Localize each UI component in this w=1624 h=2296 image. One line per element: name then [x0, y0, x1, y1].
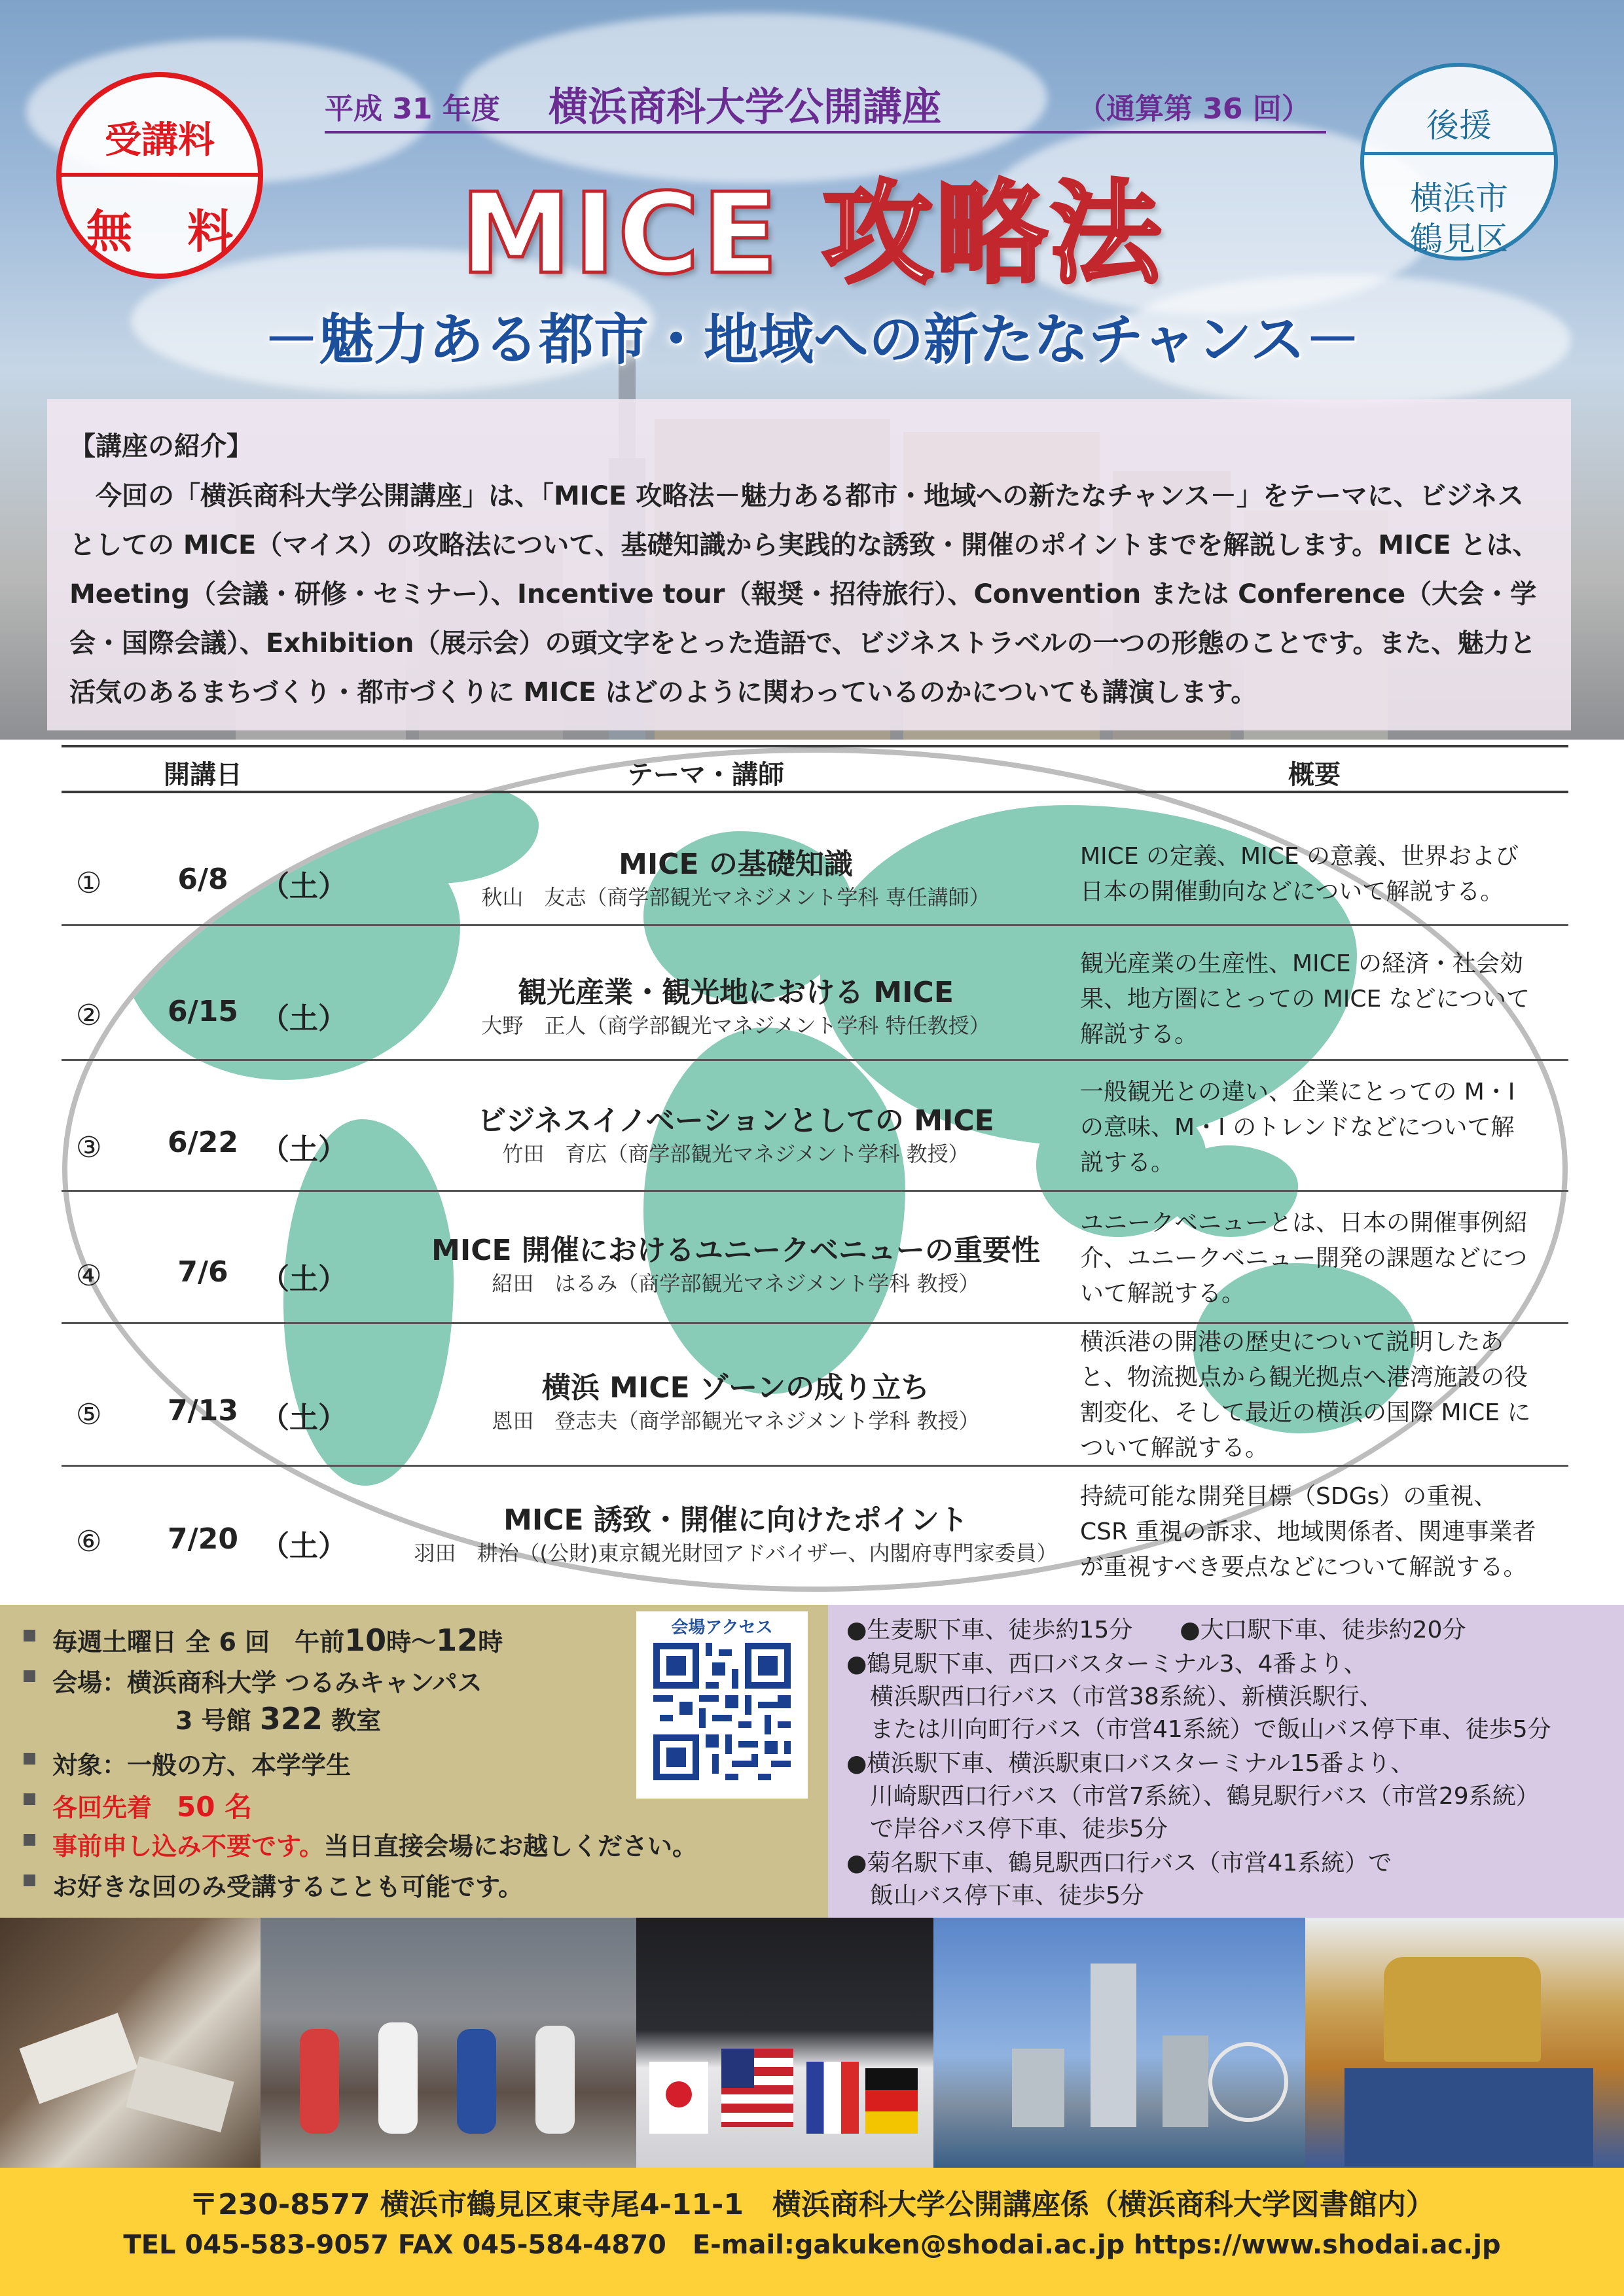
photo-yokohama — [933, 1918, 1305, 2168]
access-line: または川向町行バス（市営41系統）で飯山バス停下車、徒歩5分 — [846, 1716, 1551, 1743]
series-year: 平成 31 年度 — [325, 92, 500, 126]
info-registration: 事前申し込み不要です。当日直接会場にお越しください。 — [52, 1826, 697, 1862]
photo-strip — [0, 1918, 1624, 2168]
header-summary: 概要 — [1288, 760, 1341, 790]
session-number: ④ — [76, 1259, 102, 1293]
info-room: 3 号館 322 教室 — [175, 1701, 382, 1736]
stamp-top-text: 受講料 — [105, 119, 215, 162]
session-number: ② — [76, 999, 102, 1032]
session-topic: 横浜 MICE ゾーンの成り立ち — [541, 1371, 930, 1405]
intro-heading: 【講座の紹介】 — [69, 431, 253, 461]
session-weekday: （土） — [261, 1133, 347, 1166]
session-lecturer: 竹田 育広（商学部観光マネジメント学科 教授） — [502, 1141, 969, 1166]
access-line: 飯山バス停下車、徒歩5分 — [846, 1882, 1144, 1909]
footer-contact: TEL 045-583-9057 FAX 045-584-4870 E-mail:gakuken@shodai.ac.jp https://www.shodai.ac.jp — [123, 2230, 1501, 2260]
header-theme: テーマ・講師 — [627, 760, 784, 790]
series-count: （通算第 36 回） — [1077, 92, 1310, 126]
access-line: 川崎駅西口行バス（市営7系統）、鶴見駅行バス（市営29系統） — [846, 1783, 1540, 1810]
photo-festival — [1305, 1918, 1624, 2168]
session-topic: MICE 誘致・開催に向けたポイント — [503, 1503, 968, 1537]
session-lecturer: 恩田 登志夫（商学部観光マネジメント学科 教授） — [492, 1408, 980, 1433]
info-optional: お好きな回のみ受講することも可能です。 — [52, 1867, 523, 1903]
venue-access-qr[interactable] — [636, 1611, 808, 1799]
access-line: ●横浜駅下車、横浜駅東口バスターミナル15番より、 — [846, 1750, 1415, 1777]
footer-address: 〒230-8577 横浜市鶴見区東寺尾4-11-1 横浜商科大学公開講座係（横浜商科大学図書館内） — [189, 2188, 1435, 2221]
series-name: 横浜商科大学公開講座 — [549, 84, 941, 130]
session-weekday: （土） — [261, 1401, 347, 1435]
session-date: 6/22 — [168, 1126, 238, 1159]
photo-seminar — [0, 1918, 261, 2168]
session-description: 持続可能な開発目標（SDGs）の重視、 CSR 重視の訴求、地域関係者、関連事業者 が重視すべき要点などについて解説する。 — [1080, 1483, 1536, 1581]
session-number: ① — [76, 867, 102, 900]
session-description: MICE の定義、MICE の意義、世界および 日本の開催動向などについて解説する。 — [1080, 843, 1519, 905]
intro-body: 今回の「横浜商科大学公開講座」は、「MICE 攻略法－魅力ある都市・地域への新たなチャンス－」をテーマに、ビジネスとしての MICE（マイス）の攻略法について、基礎知識から実践的な誘致・開催のポイントまでを解説します。MICE とは、Meeting（会議・研修・セミナー）、Incentive tour（報奨・招待旅行）、Convention または Conference（大会・学会・国際会議）、Exhibition（展示会）の頭文字をとった造語で、ビジネストラベルの一つの形態のことです。また、魅力と活気のあるまちづくり・都市づくりに MICE はどのように関わっているのかについても講演します。 — [69, 481, 1539, 708]
photo-marathon — [261, 1918, 636, 2168]
session-weekday: （土） — [261, 1002, 347, 1035]
support-org-2: 鶴見区 — [1410, 220, 1508, 258]
session-topic: MICE 開催におけるユニークベニューの重要性 — [431, 1234, 1040, 1267]
access-line: ●生麦駅下車、徒歩約15分 ●大口駅下車、徒歩約20分 — [846, 1617, 1466, 1643]
session-weekday: （土） — [261, 1530, 347, 1563]
session-description: 一般観光との違い、企業にとっての M・I の意味、M・I のトレンドなどについて解 説する。 — [1080, 1079, 1515, 1176]
support-label: 後援 — [1426, 107, 1492, 145]
photo-flags — [636, 1918, 933, 2168]
info-capacity: 各回先着 50 名 — [52, 1785, 252, 1825]
session-date: 7/6 — [177, 1255, 228, 1289]
session-date: 6/8 — [177, 863, 228, 896]
info-target: 対象：一般の方、本学学生 — [52, 1745, 351, 1781]
support-org-1: 横浜市 — [1410, 179, 1508, 217]
session-weekday: （土） — [261, 870, 347, 903]
qr-label: 会場アクセス — [671, 1618, 773, 1638]
stamp-bottom-text: 無 料 — [86, 205, 253, 259]
course-info-panel — [0, 1605, 828, 1918]
session-lecturer: 紹田 はるみ（商学部観光マネジメント学科 教授） — [492, 1271, 980, 1296]
series-line — [325, 72, 1326, 134]
header-banner — [0, 0, 1624, 740]
session-topic: ビジネスイノベーションとしての MICE — [477, 1104, 994, 1138]
qr-code-icon — [653, 1643, 791, 1780]
session-number: ⑤ — [76, 1398, 102, 1431]
session-lecturer: 羽田 耕治（(公財)東京観光財団アドバイザー、内閣府専門家委員） — [414, 1541, 1058, 1566]
access-panel — [828, 1605, 1624, 1918]
session-number: ③ — [76, 1131, 102, 1164]
session-lecturer: 秋山 友志（商学部観光マネジメント学科 専任講師） — [481, 885, 990, 910]
schedule-section — [0, 740, 1624, 1604]
session-description: ユニークベニューとは、日本の開催事例紹 介、ユニークベニュー開発の課題などにつ いて解説する。 — [1080, 1210, 1528, 1307]
session-description: 観光産業の生産性、MICE の経済・社会効 果、地方圏にとっての MICE などについて 解説する。 — [1080, 950, 1530, 1048]
session-lecturer: 大野 正人（商学部観光マネジメント学科 特任教授） — [481, 1013, 990, 1038]
access-line: ●鶴見駅下車、西口バスターミナル3、4番より、 — [846, 1651, 1367, 1677]
header-date: 開講日 — [164, 760, 242, 790]
info-venue: 会場：横浜商科大学 つるみキャンパス — [52, 1662, 482, 1698]
session-date: 7/20 — [168, 1522, 238, 1556]
session-date: 6/15 — [168, 995, 238, 1028]
subtitle: －魅力ある都市・地域への新たなチャンス－ — [264, 308, 1360, 372]
intro-box — [47, 399, 1571, 730]
session-date: 7/13 — [168, 1394, 238, 1427]
session-topic: MICE の基礎知識 — [619, 848, 853, 881]
main-title: MICE 攻略法 — [460, 170, 1164, 299]
access-line: 横浜駅西口行バス（市営38系統）、新横浜駅行、 — [846, 1683, 1383, 1710]
access-line: で岸谷バス停下車、徒歩5分 — [846, 1816, 1168, 1842]
session-number: ⑥ — [76, 1525, 102, 1558]
session-weekday: （土） — [261, 1263, 347, 1296]
info-schedule: 毎週土曜日 全 6 回 午前10時～12時 — [52, 1622, 503, 1658]
access-line: ●菊名駅下車、鶴見駅西口行バス（市営41系統）で — [846, 1850, 1392, 1876]
session-topic: 観光産業・観光地における MICE — [518, 976, 954, 1009]
session-description: 横浜港の開港の歴史について説明したあ と、物流拠点から観光拠点へ港湾施設の役 割変化、そして最近の横浜の国際 MICE に ついて解説する。 — [1080, 1329, 1531, 1462]
